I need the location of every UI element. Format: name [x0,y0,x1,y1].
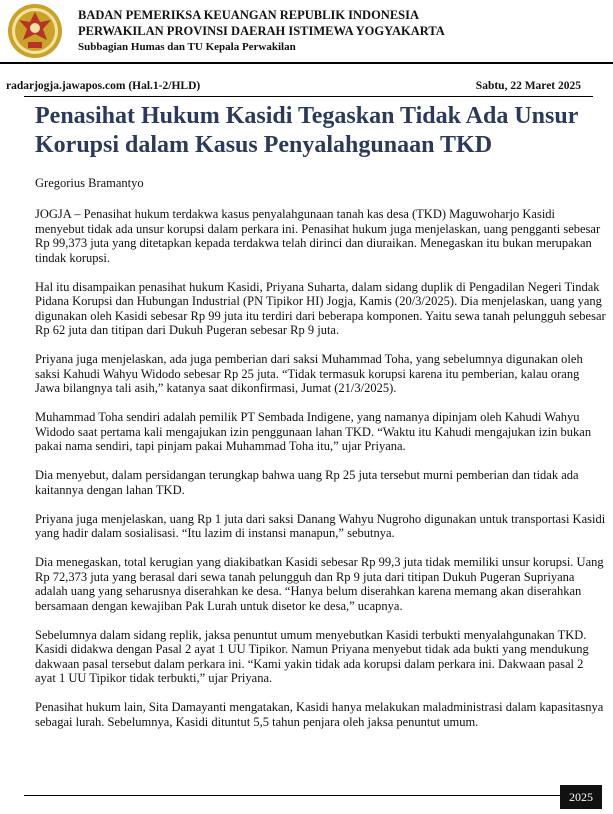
org-subdivision: Subbagian Humas dan TU Kepala Perwakilan [78,41,296,53]
article-author: Gregorius Bramantyo [35,176,144,190]
article-paragraph: Priyana juga menjelaskan, ada juga pemberian dari saksi Muhammad Toha, yang sebelumnya digunakan oleh saksi Kahudi Wahyu Widodo sebesar Rp 25 juta. “Tidak termasuk korupsi karena itu pemberian, kalau orang Jawa bilangnya tali asih,” katanya saat dikonfirmasi, Jumat (21/3/2025). [35,352,583,395]
header-divider [0,62,613,64]
date-label: Sabtu, 22 Maret 2025 [475,80,581,92]
article-paragraph: Hal itu disampaikan penasihat hukum Kasidi, Priyana Suharta, dalam sidang duplik di Pengadilan Negeri Tindak Pidana Korupsi dan Hubungan Industrial (PN Tipikor HI) Jogja, Kamis (20/3/2025). Dia menjelaskan, uang yang digunakan oleh Kasidi sebesar Rp 99 juta itu terdiri dari beberapa komponen. Yaitu sewa tanah pelungguh sebesar Rp 62 juta dan titipan dari Dukuh Pugeran sebesar Rp 9 juta. [35,279,606,337]
article-paragraph: JOGJA – Penasihat hukum terdakwa kasus penyalahgunaan tanah kas desa (TKD) Maguwoharjo Kasidi menyebut tidak ada unsur korupsi dalam perkara ini. Penasihat hukum juga menjelaskan, uang pengganti sebesar Rp 99,373 juta yang ditetapkan kepada terdakwa telah dirinci dan diuraikan. Menegaskan itu bukan merupakan tindak korupsi. [35,207,601,265]
source-label: radarjogja.jawapos.com (Hal.1-2/HLD) [6,80,201,92]
article-paragraph: Priyana juga menjelaskan, uang Rp 1 juta dari saksi Danang Wahyu Nugroho digunakan untuk transportasi Kasidi yang hadir dalam sosialisasi. “Itu lazim di instansi manapun,” sebutnya. [35,511,606,540]
org-office: PERWAKILAN PROVINSI DAERAH ISTIMEWA YOGYAKARTA [78,24,445,38]
article-headline: Penasihat Hukum Kasidi Tegaskan Tidak Ada Unsur Korupsi dalam Kasus Penyalahgunaan TKD [35,103,578,158]
article-paragraph: Dia menyebut, dalam persidangan terungkap bahwa uang Rp 25 juta tersebut murni pemberian dan tidak ada kaitannya dengan lahan TKD. [35,468,579,497]
article-paragraph: Penasihat hukum lain, Sita Damayanti mengatakan, Kasidi hanya melakukan maladministrasi dalam kapasitasnya sebagai lurah. Sebelumnya, Kasidi dituntut 5,5 tahun penjara oleh jaksa penuntut umum. [35,700,604,729]
article-paragraph: Muhammad Toha sendiri adalah pemilik PT Sembada Indigene, yang namanya dipinjam oleh Kahudi Wahyu Widodo saat pertama kali mengajukan izin penggunaan lahan TKD. “Waktu itu Kahudi mengajukan izin bukan pakai nama sendiri, tapi pinjam pakai Muhammad Toha itu,” ujar Priyana. [35,410,592,453]
org-header [78,7,445,55]
article-paragraph: Sebelumnya dalam sidang replik, jaksa penuntut umum menyebutkan Kasidi terbukti menyalahgunakan TKD. Kasidi didakwa dengan Pasal 2 ayat 1 UU Tipikor. Namun Priyana menyebut tidak ada bukti yang mendukung dakwaan pasal tersebut dalam perkara ini. “Kami yakin tidak ada korupsi dalam perkara ini. Dakwaan pasal 2 ayat 1 UU Tipikor tidak terbukti,” ujar Priyana. [35,627,589,685]
footer-divider [24,795,560,796]
article-body [35,207,606,744]
bpk-emblem-icon [6,2,64,60]
article-paragraph: Dia menegaskan, total kerugian yang diakibatkan Kasidi sebesar Rp 99,3 juta tidak memiliki unsur korupsi. Uang Rp 72,373 juta yang berasal dari sewa tanah pelungguh dan Rp 9 juta dari titipan Dukuh Pugeran Supriyana adalah uang yang seharusnya diserahkan ke desa. “Hanya belum diserahkan karena memang akan diserahkan bersamaan dengan kewajiban Pak Lurah untuk disetor ke desa,” ucapnya. [35,555,604,613]
meta-divider [24,96,593,97]
org-name: BADAN PEMERIKSA KEUANGAN REPUBLIK INDONESIA [78,8,420,22]
footer-year-badge: 2025 [560,785,602,809]
